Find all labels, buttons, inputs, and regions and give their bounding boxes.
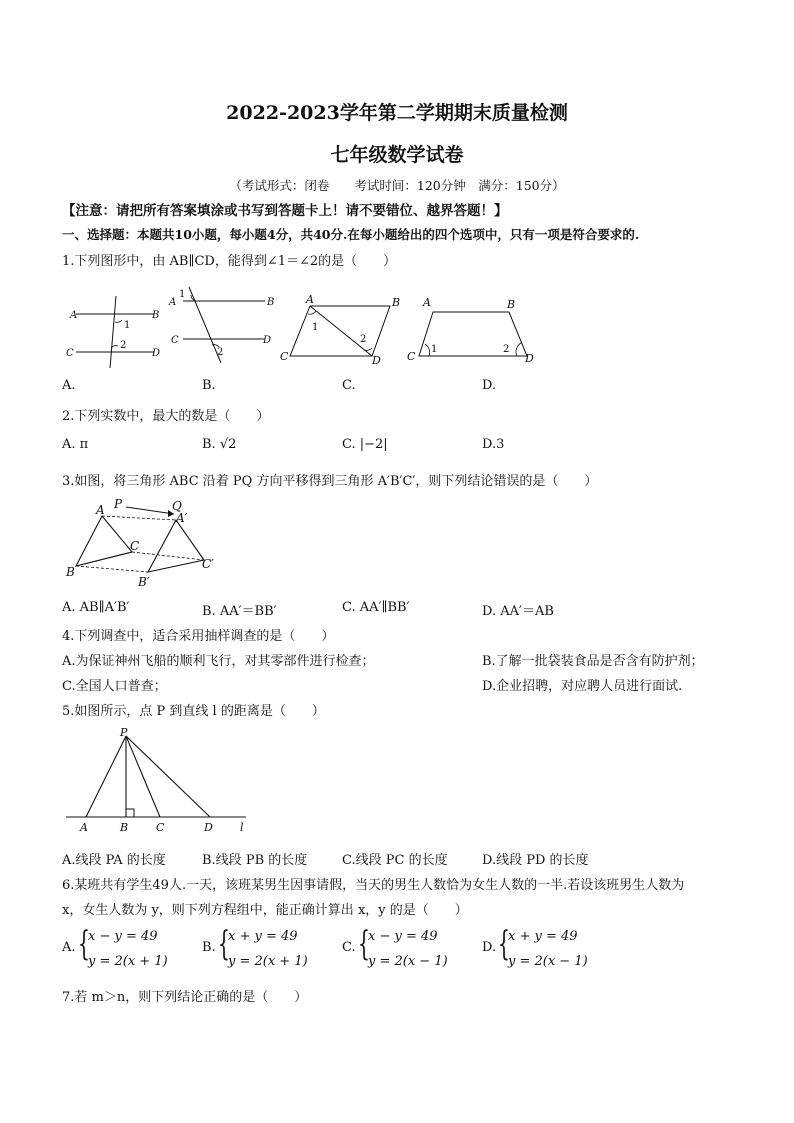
q5-option-b[interactable]: B.线段 PB 的长度: [202, 853, 308, 868]
q2-option-a[interactable]: A. π: [62, 437, 89, 452]
q4-option-d[interactable]: D.企业招聘，对应聘人员进行面试.: [482, 679, 683, 694]
q3-option-c[interactable]: C. AA′∥BB′: [342, 600, 410, 615]
q2-stem: 2.下列实数中，最大的数是（ ）: [62, 409, 270, 424]
q6-option-c-letter: C.: [342, 940, 356, 955]
q6-option-a-letter: A.: [62, 940, 76, 955]
q1d-label-b: B: [507, 298, 516, 311]
exam-info: （考试形式：闭卷 考试时间：120分钟 满分：150分）: [229, 178, 565, 193]
q6-option-a-brace: {: [78, 924, 90, 964]
q5-stem: 5.如图所示，点 P 到直线 l 的距离是（ ）: [62, 704, 325, 719]
q1c-angle-2: 2: [360, 334, 367, 345]
q3-label-b: B: [66, 565, 75, 579]
q1b-angle-2: 2: [217, 347, 224, 358]
q1d-label-d: D: [525, 352, 534, 365]
q3-stem: 3.如图，将三角形 ABC 沿着 PQ 方向平移得到三角形 A′B′C′，则下列结论错误的是（ ）: [62, 474, 598, 489]
q1a-angle-1: 1: [124, 320, 131, 331]
q3-option-a[interactable]: A. AB∥A′B′: [62, 600, 130, 615]
q1-option-a[interactable]: A.: [62, 378, 76, 393]
q6-option-b-brace: {: [218, 924, 230, 964]
q1b-label-b: B: [267, 297, 275, 308]
q5-option-d[interactable]: D.线段 PD 的长度: [482, 853, 589, 868]
q3-label-b1: B′: [138, 575, 150, 589]
section-heading: 一、选择题：本题共10小题，每小题4分，共40分.在每小题给出的四个选项中，只有一项是符合要求的.: [62, 227, 640, 242]
q1d-label-c: C: [407, 350, 416, 363]
q1-option-c[interactable]: C.: [342, 378, 356, 393]
q3-label-c1: C′: [202, 557, 214, 571]
q1b-label-a: A: [169, 297, 177, 308]
q5-label-d: D: [204, 821, 213, 834]
q1b-label-c: C: [171, 335, 179, 346]
q5-label-c: C: [156, 821, 165, 834]
q1c-label-a: A: [306, 293, 314, 306]
q1c-label-b: B: [392, 296, 401, 309]
q6-option-b-eq1: x + y = 49: [228, 929, 298, 944]
q6-option-d-brace: {: [498, 924, 510, 964]
q5-option-c[interactable]: C.线段 PC 的长度: [342, 853, 448, 868]
notice-banner: 【注意：请把所有答案填涂或书写到答题卡上！请不要错位、越界答题！】: [62, 203, 508, 219]
q4-stem: 4.下列调查中，适合采用抽样调查的是（ ）: [62, 629, 335, 644]
q1c-label-d: D: [372, 354, 381, 367]
q4-option-b[interactable]: B.了解一批袋装食品是否含有防护剂；: [482, 654, 704, 669]
q1-figure-c: [278, 292, 408, 372]
q3-figure: [62, 494, 222, 590]
q3-label-a: A: [96, 503, 105, 517]
q2-option-b[interactable]: B. √2: [202, 437, 237, 452]
q6-option-b-letter: B.: [202, 940, 216, 955]
q1d-angle-2: 2: [503, 344, 510, 355]
q6-stem-line1: 6.某班共有学生49人.一天，该班某男生因事请假，当天的男生人数恰为女生人数的一半.若设该班男生人数为: [62, 878, 685, 893]
q1b-label-d: D: [263, 335, 272, 346]
q6-option-b-eq2: y = 2(x + 1): [228, 954, 308, 969]
q1-figure-a: [62, 290, 172, 370]
q3-option-b[interactable]: B. AA′＝BB′: [202, 604, 277, 619]
q1a-label-c: C: [66, 348, 74, 359]
q5-option-a[interactable]: A.线段 PA 的长度: [62, 853, 166, 868]
q1c-label-c: C: [280, 350, 289, 363]
q3-label-c: C: [130, 539, 140, 553]
q1b-angle-1: 1: [179, 289, 186, 300]
q4-option-c[interactable]: C.全国人口普查；: [62, 679, 167, 694]
q1c-angle-1: 1: [312, 322, 319, 333]
q6-option-d-eq2: y = 2(x − 1): [508, 954, 588, 969]
q1d-label-a: A: [423, 296, 431, 309]
q7-stem: 7.若 m＞n，则下列结论正确的是（ ）: [62, 990, 308, 1005]
q1-figure-d: [405, 292, 540, 372]
q1a-label-a: A: [70, 310, 78, 321]
q3-label-q: Q: [172, 499, 182, 513]
q1d-angle-1: 1: [431, 344, 438, 355]
q3-label-a1: A′: [176, 511, 188, 525]
q1-figure-b: [165, 285, 280, 370]
exam-subtitle: 七年级数学试卷: [330, 144, 464, 166]
q1-option-b[interactable]: B.: [202, 378, 216, 393]
q1a-angle-2: 2: [120, 340, 127, 351]
q6-option-c-eq2: y = 2(x − 1): [368, 954, 448, 969]
q5-figure: [62, 724, 262, 836]
q1a-label-d: D: [152, 348, 161, 359]
q3-label-p: P: [114, 497, 123, 511]
q6-option-c-brace: {: [358, 924, 370, 964]
q5-label-a: A: [80, 821, 88, 834]
q6-stem-line2: x，女生人数为 y，则下列方程组中，能正确计算出 x，y 的是（ ）: [62, 903, 468, 918]
q6-option-a-eq1: x − y = 49: [88, 929, 158, 944]
q1a-label-b: B: [152, 310, 160, 321]
q6-option-a-eq2: y = 2(x + 1): [88, 954, 168, 969]
q5-label-b: B: [120, 821, 129, 834]
q5-label-l: l: [240, 821, 244, 834]
q4-option-a[interactable]: A.为保证神州飞船的顺利飞行，对其零部件进行检查；: [62, 654, 375, 669]
q1-stem: 1.下列图形中，由 AB∥CD，能得到∠1＝∠2的是（ ）: [62, 254, 397, 269]
q3-option-d[interactable]: D. AA′＝AB: [482, 604, 554, 619]
q6-option-d-letter: D.: [482, 940, 497, 955]
q6-option-c-eq1: x − y = 49: [368, 929, 438, 944]
exam-title: 2022-2023学年第二学期期末质量检测: [226, 102, 568, 124]
q2-option-c[interactable]: C. |−2|: [342, 437, 388, 452]
q1-option-d[interactable]: D.: [482, 378, 497, 393]
q5-label-p: P: [120, 726, 128, 739]
q2-option-d[interactable]: D.3: [482, 437, 505, 452]
q6-option-d-eq1: x + y = 49: [508, 929, 578, 944]
